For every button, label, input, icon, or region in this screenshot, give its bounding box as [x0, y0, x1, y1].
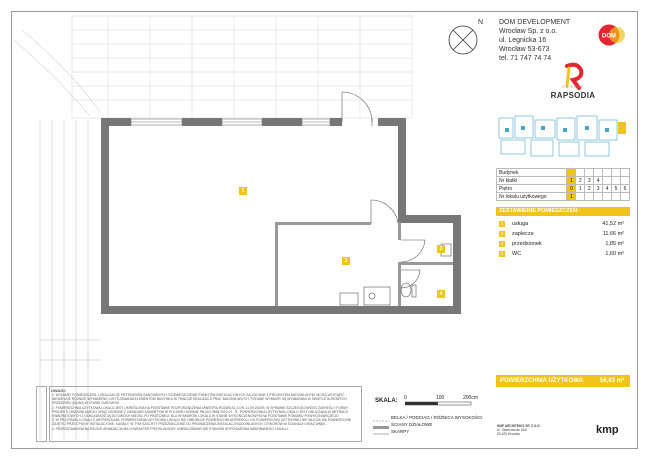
- room-area: 1,60 m²: [605, 251, 624, 257]
- label-building: Budynek: [497, 169, 567, 177]
- room-name: zaplecze: [512, 231, 534, 237]
- row-stairwell: Nr klatki 1 2 3 4: [497, 177, 630, 185]
- project-name: RAPSODIA: [550, 91, 596, 100]
- room-area: 11,66 m²: [602, 231, 624, 237]
- scale-label: SKALA:: [375, 398, 398, 404]
- developer-info: [499, 18, 570, 63]
- room-name: WC: [512, 251, 522, 257]
- key-plan: [497, 114, 630, 164]
- dom-logo-text: DOM: [602, 33, 616, 40]
- unit-info-table: [496, 168, 630, 201]
- scale-mark-200: 200cm: [463, 395, 479, 401]
- note-item: 1. WYMIARY POMIESZCZEŃ, LOKALIZACJE PRZYBORÓW SANITARNYCH, ROZMIESZCZENIE PUNKTÓW INSTALACYJNYCH SĄ ZGODNE Z PROJEKTEM BUDOWLANYM. MOGĄ WYSTĄPIĆ NIEWIELKIE RÓŻNICE WYMIARÓW I USYTUOWANIA ELEMENTÓW BUDYNKU W TRAKCIE REALIZACJI PRAC BUDOWLANYCH. PODANE WYMIARY SĄ WYMIARAMI W ŚWIETLE SUROWYCH PRZEGRÓD (ŚCIAN) W STANIE SUROWYM.: [52, 393, 347, 406]
- row-unit-number: Nr lokalu użytkowego 1: [497, 193, 630, 201]
- kmp-logo-text: kmp: [596, 424, 619, 435]
- room-number: 1: [500, 221, 504, 226]
- room-number: 3: [500, 241, 504, 246]
- room-row: [496, 219, 630, 229]
- note-item: 4. PRZEDSTAWIONA NA RZUCIE ARANŻACJA MA CHARAKTER PRZYKŁADOWY, UMEBLOWANIE NIE STANOWI WYPOSAŻENIA NABYWANEGO LOKALU.: [52, 426, 289, 431]
- room-number: 4: [500, 251, 504, 256]
- note-item: 2. POWIERZCHNIA UŻYTKOWA LOKALU JEST OKREŚLONA NA PODSTAWIE ROZPORZĄDZENIA MINISTRA ROZWOJU Z DN. 11.09.2020R. W SPRAWIE SZCZEGÓŁOWEGO ZAKRESU I FORMY PROJEKTU BUDOWLANEGO ORAZ ZGODNIE Z ZASADAMI ZAWARTYMI W POLSKIEJ NORMIE PN-ISO 9836:2022-07. TŁ. POWIERZCHNIA UŻYTKOWA LOKALU JEST OBLICZANA W METRACH KWADRATOWYCH Z DOKŁADNOŚCIĄ DO DWÓCH MIEJSC PO PRZECINKU. DLA WYMIARÓW LOKALU W STANIE WYKOŃCZENIOWYM NA PODSTAWIE POMIARU POWYKONAWCZEGO.: [52, 405, 349, 419]
- room-marker-4: 4: [437, 290, 445, 298]
- label-stairwell: Nr klatki: [497, 177, 567, 185]
- total-area-label: POWIERZCHNIA UŻYTKOWA:: [500, 378, 585, 384]
- total-area-value: 56,63 m²: [599, 378, 624, 384]
- legend-beam: BELKA / PODCIĄG / RÓŻNICA WYSOKOŚCI: [391, 415, 483, 420]
- architect-firm: KMP ARCHITEKCI SP. Z O.O.: [497, 424, 541, 428]
- rooms-header: ZESTAWIENIE POMIESZCZEŃ:: [496, 207, 630, 216]
- walls: [101, 118, 461, 314]
- developer-company: Wrocław Sp. z o.o.: [499, 28, 558, 35]
- notes-text: [52, 393, 358, 431]
- developer-street: ul. Legnicka 16: [499, 37, 547, 44]
- notes-title: UWAGI:: [51, 388, 66, 393]
- scale-bar: [405, 401, 473, 407]
- room-marker-3: 3: [437, 245, 445, 253]
- label-unit-number: Nr lokalu użytkowego: [497, 193, 567, 201]
- room-area: 1,85 m²: [605, 241, 624, 247]
- notes-side-strip: [36, 386, 47, 442]
- fixtures: [340, 244, 451, 305]
- entrance-door: [342, 92, 372, 126]
- scale-mark-100: 100: [436, 395, 445, 401]
- scale-mark-0: 0: [404, 395, 407, 401]
- room-row: [496, 239, 630, 249]
- note-item: 3. W PRZYPADKU LOKALI Z ANTRESOLAMI, POWIERZCHNIA UŻYTKOWA LOKALU NIE OBEJMUJE POWIERZCHNI ANTRESOLI. DO POWIERZCHNI UŻYTKOWEJ NIE WLICZA SIĘ POWIERZCHNI ZAJĘTEJ PRZEZ PIONY INSTALACYJNE, KANAŁY, W TYM SZACHTY PRZEZNACZONE DO PROWADZENIA INSTALACJI BUDOWLANYCH, OTWORÓW W ŚCIANACH ORAZ WNĘK.: [52, 418, 352, 427]
- room-name: usługa: [512, 221, 529, 227]
- room-row: [496, 229, 630, 239]
- room-area: 41,52 m²: [602, 221, 624, 227]
- architect-street: Ul. Skarbowców 31/6: [497, 428, 527, 432]
- room-row: [496, 249, 630, 259]
- compass-icon: [440, 16, 486, 62]
- architect-info: [497, 424, 541, 436]
- kmp-logo: [595, 422, 627, 435]
- dom-logo: [591, 24, 627, 46]
- label-floor: Piętro: [497, 185, 567, 193]
- legend-partition-walls: ŚCIANY DZIAŁOWE: [391, 422, 433, 427]
- room-name: przedsionek: [512, 241, 542, 247]
- room-number: 2: [500, 231, 504, 236]
- developer-phone: tel. 71 747 74 74: [499, 55, 552, 62]
- project-subtitle: OSIEDLE: [561, 85, 585, 89]
- legend-swatches: [373, 418, 391, 438]
- row-floor: Piętro 0 1 2 3 4 5 6: [497, 185, 630, 193]
- terrace-grid: [72, 16, 412, 118]
- total-area-bar: [496, 375, 630, 387]
- developer-name: DOM DEVELOPMENT: [499, 19, 571, 26]
- street-area: [14, 30, 100, 440]
- room-marker-2: 2: [342, 257, 350, 265]
- room-marker-1: 1: [239, 187, 247, 195]
- compass-north-label: N: [478, 19, 484, 26]
- developer-city: Wrocław 53-673: [499, 46, 550, 53]
- architect-city: 53-025 Wrocław: [497, 432, 520, 436]
- legend-slopes: SKARPY: [391, 429, 410, 434]
- row-building: [497, 169, 630, 177]
